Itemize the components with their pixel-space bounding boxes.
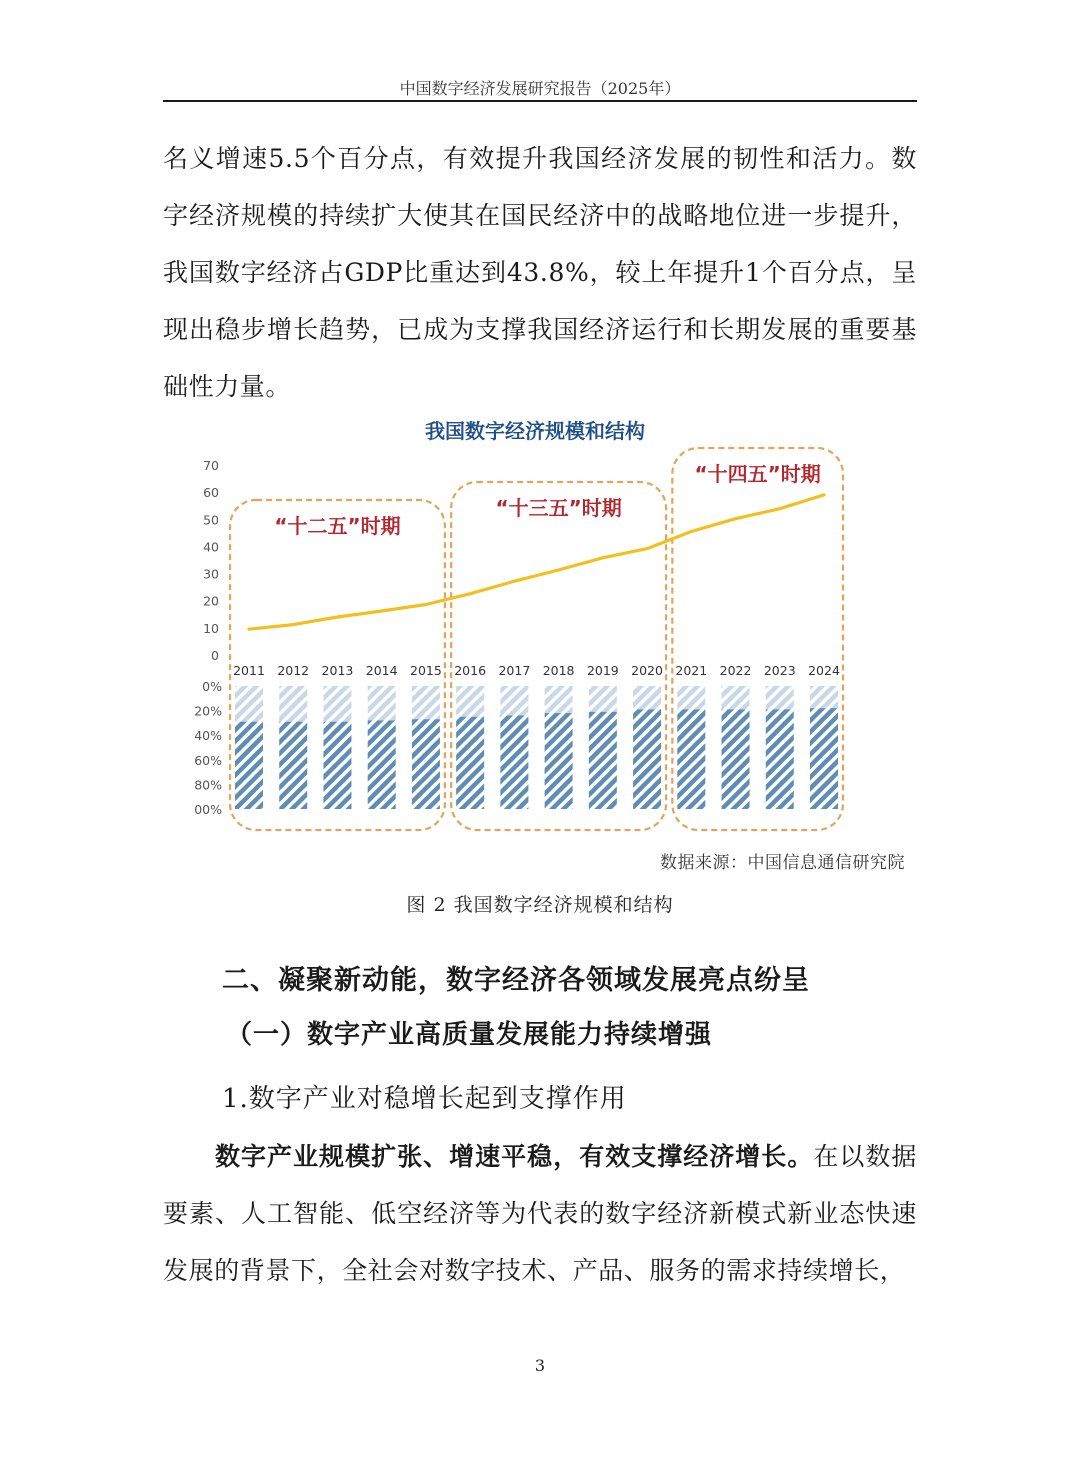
x-tick-label: 2022 (719, 663, 752, 678)
structure-bar-light (412, 686, 440, 719)
paragraph-text: 在以数据要素、人工智能、低空经济等为代表的数字经济新模式新业态快速发展的背景下，全社会对数字技术、产品、服务的需求持续增长， (163, 1142, 917, 1285)
chart-title: 我国数字经济规模和结构 (425, 419, 645, 443)
x-tick-label: 2024 (808, 663, 840, 678)
figure-source: 数据来源：中国信息通信研究院 (660, 853, 905, 873)
period-label-1: “十二五”时期 (274, 514, 401, 538)
structure-bar-light (368, 686, 396, 720)
y-tick-label: 40 (203, 539, 219, 555)
period-label-2: “十三五”时期 (495, 496, 622, 520)
structure-tick-label: 80% (194, 777, 222, 793)
x-tick-label: 2016 (454, 663, 487, 678)
x-tick-label: 2013 (321, 663, 354, 678)
structure-bar-light (279, 686, 307, 722)
running-head: 中国数字经济发展研究报告（2025年） (399, 79, 681, 98)
y-tick-label: 50 (203, 512, 219, 528)
paragraph-lead: 数字产业规模扩张、增速平稳，有效支撑经济增长。 (215, 1142, 814, 1171)
structure-bar-dark (500, 716, 528, 809)
structure-bar-dark (766, 709, 794, 809)
section-paragraph (163, 1128, 917, 1299)
y-tick-label: 10 (203, 620, 219, 636)
structure-tick-label: 00% (194, 802, 222, 817)
structure-tick-label: 60% (194, 752, 222, 768)
x-tick-label: 2015 (410, 663, 442, 678)
structure-bars (235, 686, 838, 809)
x-tick-label: 2018 (542, 663, 575, 678)
x-tick-label: 2012 (277, 663, 310, 678)
structure-bar-dark (633, 709, 661, 809)
structure-tick-label: 40% (194, 728, 222, 744)
header-rule (163, 100, 917, 102)
x-tick-label: 2017 (498, 663, 531, 678)
structure-bar-light (766, 686, 794, 709)
structure-bar-light (235, 686, 263, 722)
x-tick-label: 2011 (233, 663, 265, 678)
structure-bar-dark (235, 722, 263, 809)
x-tick-label: 2014 (365, 663, 398, 678)
y-tick-label: 0 (211, 648, 219, 663)
structure-bar-dark (323, 722, 351, 809)
x-tick-label: 2023 (763, 663, 796, 678)
period-boxes (230, 448, 843, 830)
y-axis-labels (194, 458, 222, 817)
structure-bar-light (810, 686, 838, 708)
body-paragraph: 名义增速5.5个百分点，有效提升我国经济发展的韧性和活力。数字经济规模的持续扩大使其在国民经济中的战略地位进一步提升，我国数字经济占GDP比重达到43.8%，较上年提升1个百分点，呈现出稳步增长趋势，已成为支撑我国经济运行和长期发展的重要基础性力量。 (163, 144, 917, 401)
y-tick-label: 30 (203, 566, 219, 582)
section-heading-3: 1.数字产业对稳增长起到支撑作用 (222, 1084, 627, 1114)
structure-bar-dark (677, 709, 705, 809)
x-tick-label: 2020 (631, 663, 663, 678)
structure-bar-dark (545, 713, 573, 809)
structure-bar-dark (368, 720, 396, 809)
structure-bar-light (589, 686, 617, 712)
structure-bar-light (456, 686, 484, 717)
structure-bar-light (677, 686, 705, 709)
structure-bar-dark (412, 719, 440, 809)
y-tick-label: 60 (203, 485, 219, 501)
x-tick-label: 2021 (675, 663, 708, 678)
structure-bar-light (500, 686, 528, 716)
structure-bar-dark (810, 708, 838, 809)
chart-svg (190, 410, 880, 840)
structure-bar-light (545, 686, 573, 713)
y-tick-label: 70 (203, 458, 219, 473)
structure-bar-dark (589, 712, 617, 809)
structure-bar-light (633, 686, 661, 709)
structure-bar-light (323, 686, 351, 722)
figure-caption: 图 2 我国数字经济规模和结构 (406, 894, 674, 916)
page-number: 3 (534, 1356, 546, 1375)
period-label-3: “十四五”时期 (694, 462, 821, 486)
x-tick-label: 2019 (586, 663, 619, 678)
structure-bar-light (722, 686, 750, 709)
figure-chart (190, 410, 880, 840)
y-tick-label: 20 (203, 593, 219, 609)
structure-tick-label: 0% (202, 679, 222, 694)
x-axis-labels (233, 663, 840, 678)
structure-tick-label: 20% (194, 703, 222, 719)
section-heading-2: （一）数字产业高质量发展能力持续增强 (226, 1020, 713, 1050)
structure-bar-dark (279, 722, 307, 809)
structure-bar-dark (456, 717, 484, 809)
structure-bar-dark (722, 709, 750, 809)
section-heading-1: 二、凝聚新动能，数字经济各领域发展亮点纷呈 (222, 965, 810, 996)
